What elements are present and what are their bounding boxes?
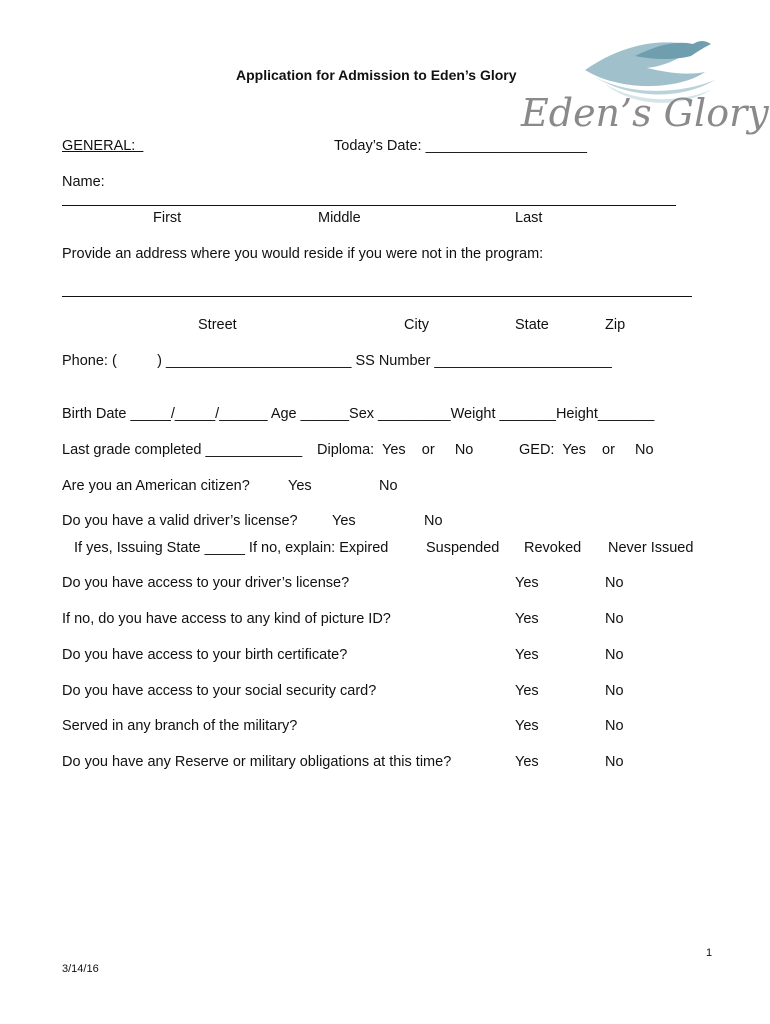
ged-options[interactable]: GED: Yes or No bbox=[519, 442, 654, 458]
question-military-service: Served in any branch of the military? bbox=[62, 718, 298, 734]
page-number: 1 bbox=[706, 947, 713, 959]
zip-caption: Zip bbox=[605, 317, 626, 333]
military-service-yes[interactable]: Yes bbox=[515, 718, 539, 734]
picture-id-access-yes[interactable]: Yes bbox=[515, 611, 539, 627]
name-label: Name: bbox=[62, 174, 105, 190]
diploma-options[interactable]: Diploma: Yes or No bbox=[317, 442, 474, 458]
street-caption: Street bbox=[198, 317, 237, 333]
footer-date: 3/14/16 bbox=[62, 963, 99, 975]
military-service-no[interactable]: No bbox=[605, 718, 624, 734]
question-birth-certificate-access: Do you have access to your birth certificate? bbox=[62, 647, 348, 663]
logo-wordmark: Eden’s Glory bbox=[521, 91, 769, 135]
general-section-label: GENERAL: bbox=[62, 138, 144, 154]
address-prompt: Provide an address where you would reside if you were not in the program: bbox=[62, 246, 544, 262]
license-question: Do you have a valid driver’s license? bbox=[62, 513, 298, 529]
question-picture-id-access: If no, do you have access to any kind of picture ID? bbox=[62, 611, 391, 627]
bird-logo-icon bbox=[515, 36, 769, 142]
todays-date-field[interactable]: Today’s Date: ____________________ bbox=[334, 138, 587, 154]
drivers-license-access-no[interactable]: No bbox=[605, 575, 624, 591]
birth-certificate-access-yes[interactable]: Yes bbox=[515, 647, 539, 663]
middle-name-caption: Middle bbox=[318, 210, 361, 226]
edens-glory-logo bbox=[515, 36, 769, 142]
picture-id-access-no[interactable]: No bbox=[605, 611, 624, 627]
state-caption: State bbox=[515, 317, 549, 333]
page-title: Application for Admission to Eden’s Glory bbox=[236, 67, 517, 83]
address-input-line[interactable] bbox=[62, 296, 692, 297]
license-issuing-explain[interactable]: If yes, Issuing State _____ If no, explain: Expired bbox=[74, 540, 389, 556]
city-caption: City bbox=[404, 317, 429, 333]
birth-age-sex-weight-height-line[interactable]: Birth Date _____/_____/______ Age ______Sex _________Weight _______Height_______ bbox=[62, 406, 655, 422]
license-never-issued-option[interactable]: Never Issued bbox=[608, 540, 694, 556]
license-yes-option[interactable]: Yes bbox=[332, 513, 356, 529]
birth-certificate-access-no[interactable]: No bbox=[605, 647, 624, 663]
license-revoked-option[interactable]: Revoked bbox=[524, 540, 582, 556]
question-social-security-card-access: Do you have access to your social security card? bbox=[62, 683, 377, 699]
military-obligations-yes[interactable]: Yes bbox=[515, 754, 539, 770]
drivers-license-access-yes[interactable]: Yes bbox=[515, 575, 539, 591]
question-drivers-license-access: Do you have access to your driver’s license? bbox=[62, 575, 350, 591]
citizen-no-option[interactable]: No bbox=[379, 478, 398, 494]
last-grade-field[interactable]: Last grade completed ____________ bbox=[62, 442, 303, 458]
social-security-card-access-yes[interactable]: Yes bbox=[515, 683, 539, 699]
phone-ss-line[interactable]: Phone: ( ) _______________________ SS Number ______________________ bbox=[62, 353, 612, 369]
social-security-card-access-no[interactable]: No bbox=[605, 683, 624, 699]
license-no-option[interactable]: No bbox=[424, 513, 443, 529]
citizen-question: Are you an American citizen? bbox=[62, 478, 250, 494]
last-name-caption: Last bbox=[515, 210, 543, 226]
military-obligations-no[interactable]: No bbox=[605, 754, 624, 770]
first-name-caption: First bbox=[153, 210, 182, 226]
citizen-yes-option[interactable]: Yes bbox=[288, 478, 312, 494]
name-input-line[interactable] bbox=[62, 205, 676, 206]
license-suspended-option[interactable]: Suspended bbox=[426, 540, 500, 556]
question-military-obligations: Do you have any Reserve or military obligations at this time? bbox=[62, 754, 452, 770]
